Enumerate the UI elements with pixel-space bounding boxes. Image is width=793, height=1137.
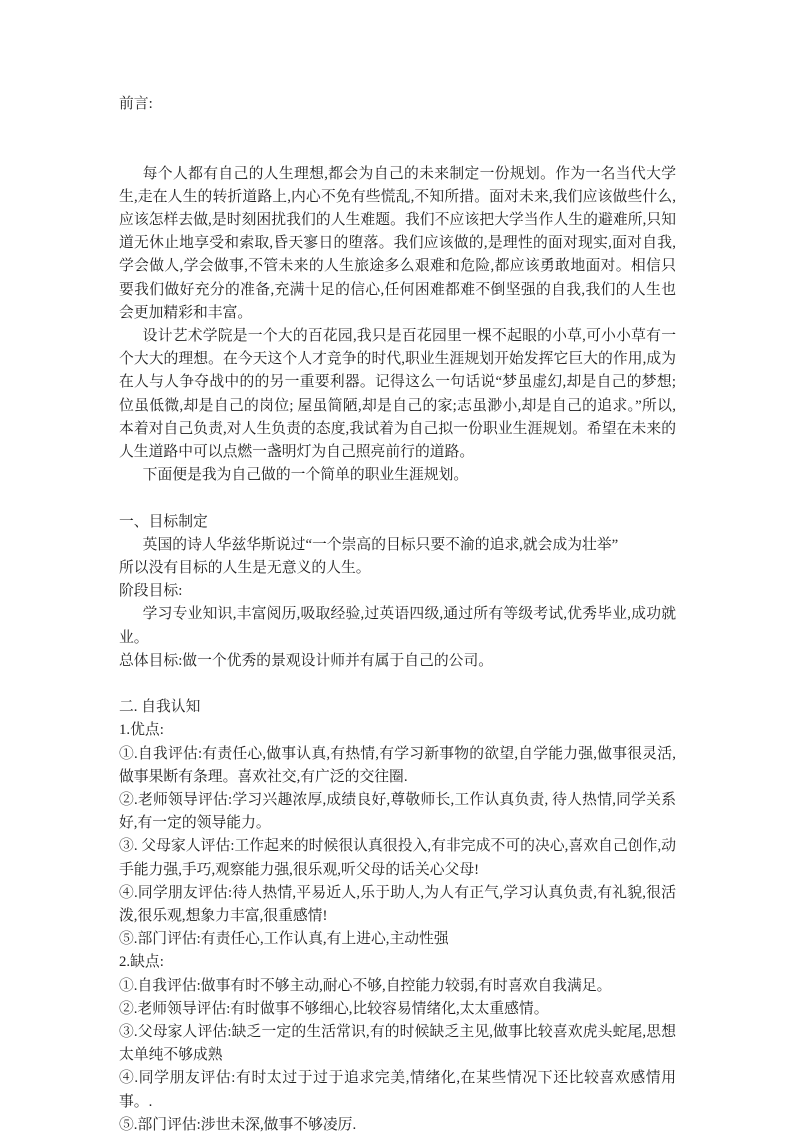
weakness-item-2: ②.老师领导评估:有时做事不够细心,比较容易情绪化,太太重感情。 bbox=[119, 1000, 549, 1017]
weakness-item-5: ⑤.部门评估:涉世未深,做事不够凌厉. bbox=[119, 1116, 357, 1133]
strength-item-2: ②.老师领导评估:学习兴趣浓厚,成绩良好,尊敬师长,工作认真负责, 待人热情,同学关系好,有一定的领导能力。 bbox=[119, 792, 676, 832]
weakness-item-1: ①.自我评估:做事有时不够主动,耐心不够,自控能力较弱,有时喜欢自我满足。 bbox=[119, 977, 612, 994]
goal-quote-line: 英国的诗人华兹华斯说过“一个崇高的目标只要不渝的追求,就会成为壮举” bbox=[142, 536, 619, 553]
overall-goal-line: 总体目标:做一个优秀的景观设计师并有属于自己的公司。 bbox=[119, 652, 494, 669]
weakness-item-3: ③.父母家人评估:缺乏一定的生活常识,有的时候缺乏主见,做事比较喜欢虎头蛇尾,思想太单纯不够成熟 bbox=[119, 1024, 676, 1064]
self-awareness-heading: 二. 自我认知 bbox=[119, 699, 201, 716]
weakness-item-4: ④.同学朋友评估:有时太过于过于追求完美,情绪化,在某些情况下还比较喜欢感情用事。. bbox=[119, 1070, 676, 1110]
goal-section-heading: 一、目标制定 bbox=[119, 513, 208, 530]
weaknesses-label: 2.缺点: bbox=[119, 954, 164, 971]
stage-goal-text: 学习专业知识,丰富阅历,吸取经验,过英语四级,通过所有等级考试,优秀毕业,成功就业。 bbox=[119, 606, 676, 646]
strengths-label: 1.优点: bbox=[119, 722, 164, 739]
strength-item-5: ⑤.部门评估:有责任心,工作认真,有上进心,主动性强 bbox=[119, 931, 449, 948]
strength-item-4: ④.同学朋友评估:待人热情,平易近人,乐于助人,为人有正气,学习认真负责,有礼貌,很活泼,很乐观,想象力丰富,很重感情! bbox=[119, 884, 676, 925]
preface-label: 前言: bbox=[119, 96, 153, 112]
strength-item-1: ①.自我评估:有责任心,做事认真,有热情,有学习新事物的欲望,自学能力强,做事很灵活,做事果断有条理。喜欢社交,有广泛的交往圈. bbox=[119, 745, 676, 785]
intro-paragraph-1: 每个人都有自己的人生理想,都会为自己的未来制定一份规划。作为一名当代大学生,走在人生的转折道路上,内心不免有些慌乱,不知所措。面对未来,我们应该做些什么,应该怎样去做,是时刻困扰我们的人生难题。我们不应该把大学当作人生的避难所,只知道无休止地享受和索取,昏天寥日的堕落。我们应该做的,是理性的面对现实,面对自我,学会做人,学会做事,不管未来的人生旅途多么艰难和危险,都应该勇敢地面对。相信只要我们做好充分的准备,充满十足的信心,任何困难都难不倒坚强的自我,我们的人生也会更加精彩和丰富。 bbox=[119, 165, 676, 321]
stage-goal-label: 阶段目标: bbox=[119, 583, 183, 600]
intro-paragraph-3: 下面便是我为自己做的一个简单的职业生涯规划。 bbox=[142, 467, 469, 484]
intro-paragraph-2: 设计艺术学院是一个大的百花园,我只是百花园里一棵不起眼的小草,可小小草有一个大大的理想。在今天这个人才竞争的时代,职业生涯规划开始发挥它巨大的作用,成为在人与人争夺战中的的另一重要利器。记得这么一句话说“梦虽虚幻,却是自己的梦想;位虽低微,却是自己的岗位; 屋虽简陋,却是自己的家;志虽渺小,却是自己的追求。”所以,本着对自己负责,对人生负责的态度,我试着为自己拟一份职业生涯规划。希望在未来的人生道路中可以点燃一盏明灯为自己照亮前行的道路。 bbox=[119, 328, 676, 461]
goal-no-goal-line: 所以没有目标的人生是无意义的人生。 bbox=[119, 560, 371, 577]
document-body bbox=[119, 93, 676, 1137]
blank-lines bbox=[119, 116, 676, 162]
blank-line bbox=[119, 673, 676, 696]
strength-item-3: ③. 父母家人评估:工作起来的时候很认真很投入,有非完成不可的决心,喜欢自己创作,动手能力强,手巧,观察能力强,很乐观,听父母的话关心父母! bbox=[119, 838, 676, 878]
blank-line bbox=[119, 487, 676, 510]
